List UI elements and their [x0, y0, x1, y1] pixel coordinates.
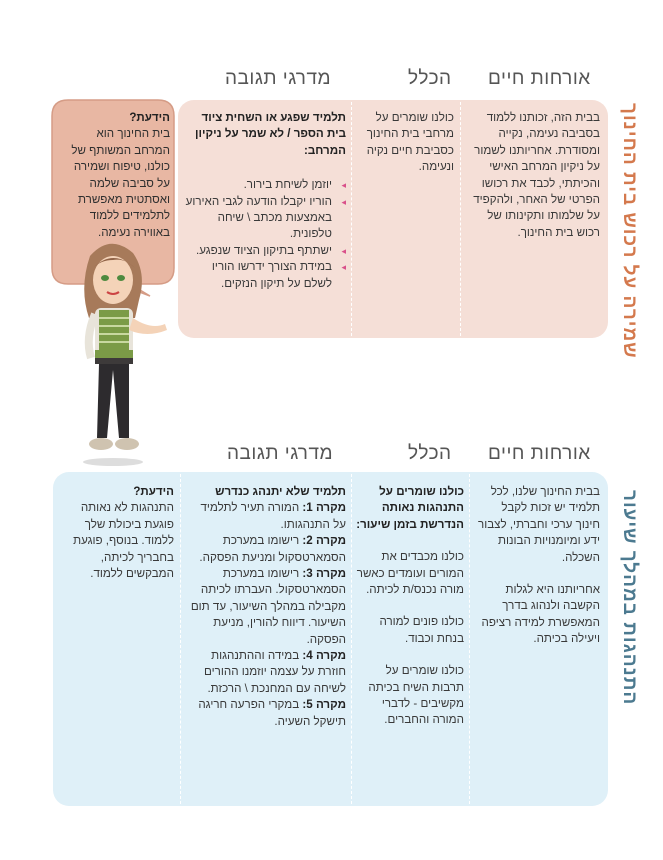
did-you-know-text: התנהגות לא נאותה פוגעת ביכולת שלך ללמוד. בנוסף, פוגעת בחבריך לכיתה, המבקשים ללמוד. [73, 501, 174, 581]
case-label: מקרה 5: [302, 698, 346, 712]
response-column-1 [184, 110, 346, 292]
header-life-ways-2: אורחות חיים [488, 443, 591, 464]
case-label: מקרה 3: [302, 567, 346, 581]
side-title-property: שמירה על רכוש בית החינוך [619, 103, 640, 359]
column-divider [351, 474, 352, 804]
case-item [186, 697, 346, 730]
column-divider [351, 102, 352, 336]
rule-paragraph: כולנו פונים למורה בנחת וכבוד. [379, 615, 464, 645]
header-response-1: מדרגי תגובה [225, 68, 332, 89]
case-item [186, 500, 346, 533]
did-you-know-1 [60, 110, 170, 241]
case-item [186, 648, 346, 697]
life-paragraph: אחריותנו היא לגלות הקשבה ולנהוג בדרך המאפשרת למידה רציפה ויעילה בכיתה. [481, 583, 600, 646]
column-divider [180, 474, 181, 804]
case-label: מקרה 1: [302, 501, 346, 515]
response-title: תלמיד שפגע או השחית ציוד בית הספר / לא שמר על ניקיון המרחב: [195, 111, 346, 157]
response-title: תלמיד שלא יתנהג כנדרש [215, 485, 346, 498]
case-text: במידה וההתנהגות חוזרת על עצמה יוזמנו ההורים לשיחה עם המחנכת \ הרכזת. [204, 649, 346, 695]
girl-illustration [55, 238, 175, 468]
header-rule-2: הכלל [408, 443, 452, 464]
case-label: מקרה 2: [302, 534, 346, 548]
case-label: מקרה 4: [302, 649, 346, 663]
header-response-2: מדרגי תגובה [227, 443, 334, 464]
side-title-lesson: התנהגות במהלך שיעור [619, 490, 640, 706]
response-list [184, 177, 346, 292]
life-ways-text-2 [476, 484, 600, 664]
life-paragraph: בבית החינוך שלנו, לכל תלמיד יש זכות לקבל חינוך ערכי וחברתי, לצבור ידע ומיומנויות הבונות השכלה. [478, 485, 600, 564]
case-item [186, 533, 346, 566]
response-item: ◂ במידת הצורך ידרשו הוריו לשלם על תיקון הנזקים. [184, 259, 346, 292]
rule-paragraph: כולנו מכבדים את המורים ועומדים כאשר מורה נכנס/ת לכיתה. [356, 550, 464, 597]
case-item [186, 566, 346, 648]
response-item: ◂ ישתתף בתיקון הציוד שנפגע. [184, 243, 346, 259]
response-column-2 [186, 484, 346, 730]
did-you-know-title: הידעת? [129, 111, 170, 124]
case-text: במקרי הפרעה חריגה תישקל השעיה. [198, 698, 346, 728]
life-ways-text-1: בבית הזה, זכותנו ללמוד בסביבה נעימה, נקייה ומסודרת. אחריותנו לשמור על ניקיון המרחב האישי והכיתתי, לכבד את רכושו הפרטי של האחר, ולהקפיד על שלמותו ותקינותו של רכוש בית החינוך. [473, 111, 600, 239]
column-divider [469, 474, 470, 804]
header-rule-1: הכלל [408, 68, 452, 89]
rule-text-1: כולנו שומרים על מרחבי בית החינוך כסביבת חיים נקיה ונעימה. [366, 111, 454, 174]
response-item: ◂ הוריו יקבלו הודעה לגבי האירוע באמצעות מכתב \ שיחה טלפונית. [184, 194, 346, 243]
case-text: רישומו במערכת הסמארטסקול ומניעת הפסקה. [199, 534, 346, 564]
response-item: ◂ יוזמן לשיחת בירור. [184, 177, 346, 193]
rule-column-2 [356, 484, 464, 745]
did-you-know-text: בית החינוך הוא המרחב המשותף של כולנו, טיפוח ושמירה על סביבה שלמה ואסתטית מאפשרת לתלמידים ללמוד באווירה נעימה. [71, 127, 170, 239]
case-text: המורה תעיר לתלמיד על התנהגותו. [200, 501, 346, 531]
rule-paragraph: כולנו שומרים על תרבות השיח בכיתה מקשיבים - לדברי המורה והחברים. [368, 664, 464, 727]
header-life-ways-1: אורחות חיים [488, 68, 591, 89]
rule-title: כולנו שומרים על התנהגות נאותה הנדרשת בזמן שיעור: [356, 485, 464, 531]
case-text: רישומו במערכת הסמארטסקול. העברתו לכיתה מקבילה במהלך השיעור, עד תום השיעור. דיווח להורין, מניעת הפסקה. [190, 567, 346, 646]
did-you-know-title: הידעת? [133, 485, 174, 498]
column-divider [460, 102, 461, 336]
did-you-know-2 [62, 484, 174, 582]
